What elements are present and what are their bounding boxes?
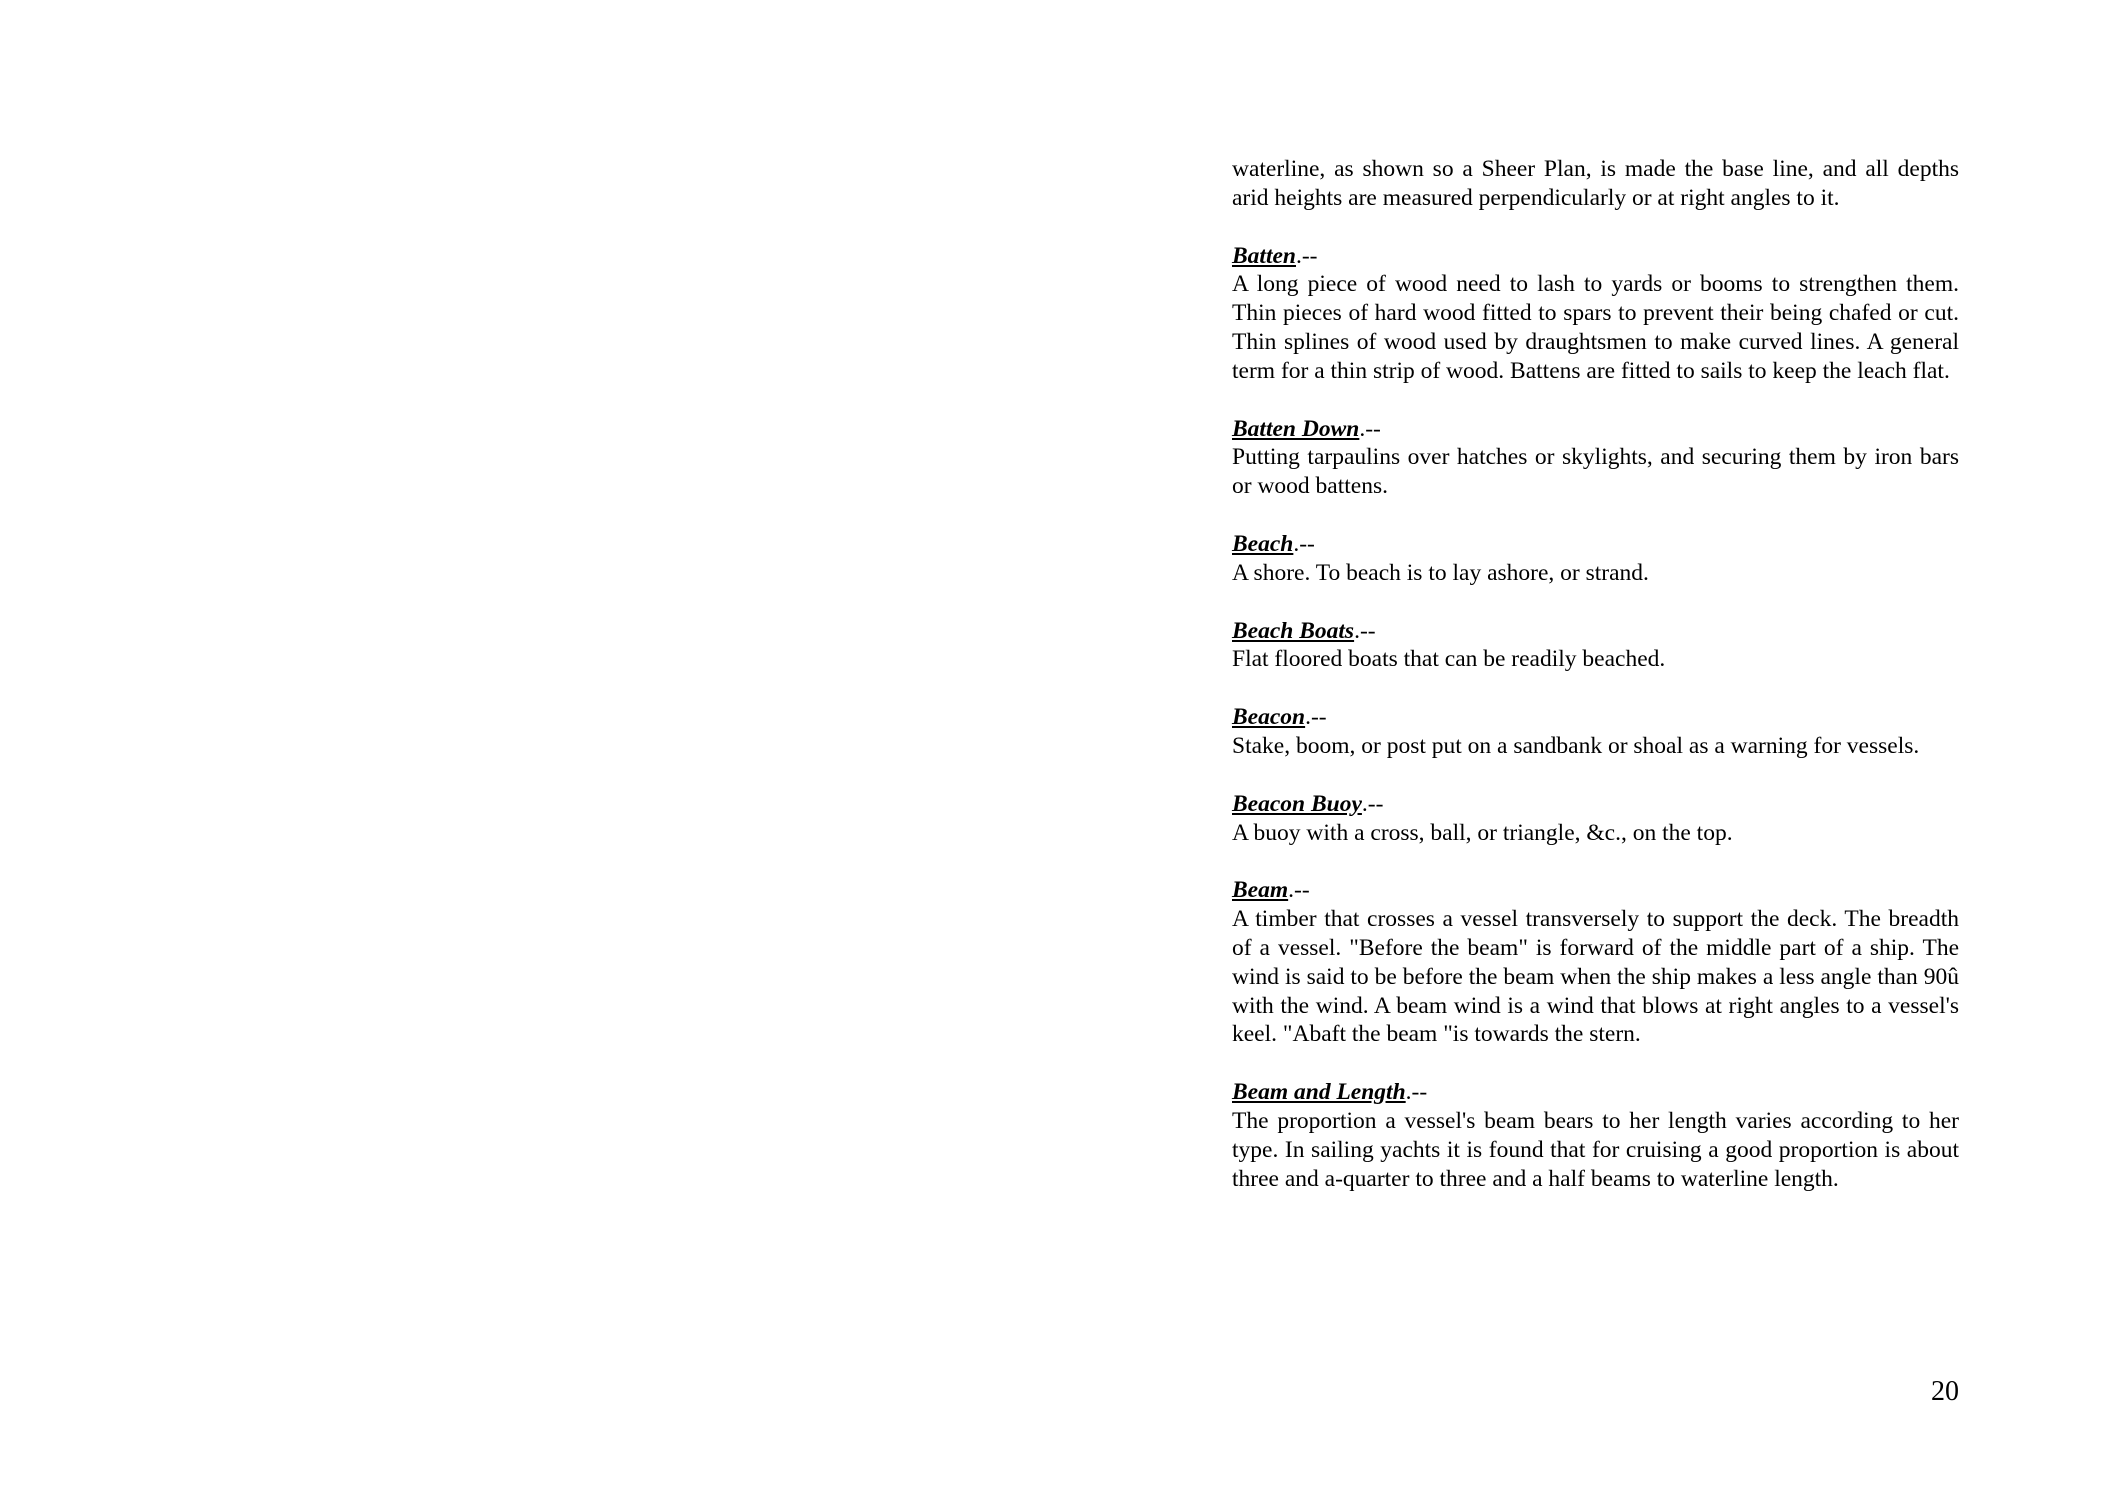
glossary-entry-beach xyxy=(1232,530,1959,588)
entry-definition: A long piece of wood need to lash to yards or booms to strengthen them. Thin pieces of hard wood fitted to spars to prevent their being chafed or cut. Thin splines of wood used by draughtsmen to make curved lines. A general term for a thin strip of wood. Battens are fitted to sails to keep the leach flat. xyxy=(1232,271,1959,384)
entry-heading xyxy=(1232,876,1959,905)
entry-term-suffix: .-- xyxy=(1361,790,1384,817)
entry-definition: A shore. To beach is to lay ashore, or strand. xyxy=(1232,559,1649,586)
glossary-entry-beacon xyxy=(1232,703,1959,761)
entry-term: Beach Boats xyxy=(1232,617,1355,644)
entry-heading xyxy=(1232,1078,1959,1107)
entry-term-suffix: .-- xyxy=(1288,877,1310,904)
glossary-entry-beach-boats xyxy=(1232,617,1959,675)
entry-term: Beam xyxy=(1232,877,1289,904)
entry-term-suffix: .-- xyxy=(1354,617,1376,644)
intro-paragraph: waterline, as shown so a Sheer Plan, is made the base line, and all depths arid heights are measured perpendicularly or at right angles to it. xyxy=(1232,156,1959,211)
entry-term: Batten Down xyxy=(1232,415,1360,442)
entry-heading xyxy=(1232,617,1959,646)
entry-definition: Flat floored boats that can be readily beached. xyxy=(1232,646,1666,673)
glossary-entry-beam xyxy=(1232,876,1959,1049)
entry-term: Beach xyxy=(1232,530,1294,557)
entry-definition: The proportion a vessel's beam bears to her length varies according to her type. In sailing yachts it is found that for cruising a good proportion is about three and a-quarter to three and a half beams to waterline length. xyxy=(1232,1107,1959,1192)
entry-definition: A buoy with a cross, ball, or triangle, &c., on the top. xyxy=(1232,819,1733,846)
glossary-entry-batten xyxy=(1232,242,1959,386)
entry-term-suffix: .-- xyxy=(1359,415,1381,442)
entry-term: Beacon xyxy=(1232,704,1306,731)
entry-heading xyxy=(1232,790,1959,819)
entry-term: Beam and Length xyxy=(1232,1079,1406,1106)
page-number: 20 xyxy=(1931,1376,1959,1407)
entry-term-suffix: .-- xyxy=(1293,530,1315,557)
entry-definition: Stake, boom, or post put on a sandbank or shoal as a warning for vessels. xyxy=(1232,732,1920,759)
entry-heading xyxy=(1232,703,1959,732)
entry-definition: A timber that crosses a vessel transversely to support the deck. The breadth of a vessel. "Before the beam" is forward of the middle part of a ship. The wind is said to be before the beam when the ship makes a less angle than 90û with the wind. A beam wind is a wind that blows at right angles to a vessel's keel. "Abaft the beam "is towards the stern. xyxy=(1232,906,1959,1048)
glossary-column xyxy=(1232,155,1959,1193)
entry-heading xyxy=(1232,242,1959,271)
entry-term: Batten xyxy=(1232,242,1296,269)
entry-term: Beacon Buoy xyxy=(1232,790,1362,817)
entry-term-suffix: .-- xyxy=(1295,242,1318,269)
entry-heading xyxy=(1232,415,1959,444)
entry-heading xyxy=(1232,530,1959,559)
glossary-entry-beam-and-length xyxy=(1232,1078,1959,1193)
entry-term-suffix: .-- xyxy=(1305,704,1327,731)
entry-definition: Putting tarpaulins over hatches or skylights, and securing them by iron bars or wood battens. xyxy=(1232,444,1959,500)
glossary-entry-batten-down xyxy=(1232,415,1959,501)
glossary-entry-beacon-buoy xyxy=(1232,790,1959,848)
entry-term-suffix: .-- xyxy=(1405,1079,1428,1106)
